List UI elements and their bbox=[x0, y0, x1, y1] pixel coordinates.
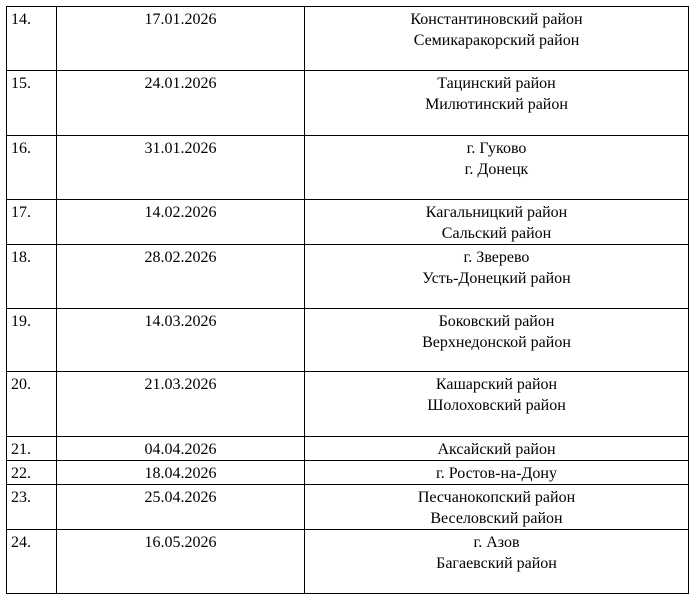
row-number: 21. bbox=[7, 437, 57, 461]
table-row bbox=[7, 309, 689, 372]
row-number: 17. bbox=[7, 200, 57, 245]
table-row bbox=[7, 530, 689, 594]
row-places bbox=[305, 245, 689, 309]
place-name: Аксайский район bbox=[437, 441, 556, 458]
row-date: 24.01.2026 bbox=[57, 71, 305, 136]
schedule-table bbox=[6, 6, 689, 594]
place-name: г. Зверево bbox=[463, 249, 530, 266]
row-date: 16.05.2026 bbox=[57, 530, 305, 594]
row-date: 28.02.2026 bbox=[57, 245, 305, 309]
row-places bbox=[305, 309, 689, 372]
row-date: 17.01.2026 bbox=[57, 7, 305, 71]
row-places bbox=[305, 7, 689, 71]
place-name: Усть-Донецкий район bbox=[422, 270, 571, 287]
place-name: Константиновский район bbox=[410, 11, 583, 28]
table-row bbox=[7, 245, 689, 309]
table-row bbox=[7, 7, 689, 71]
row-number: 19. bbox=[7, 309, 57, 372]
place-name: г. Азов bbox=[473, 534, 520, 551]
row-places bbox=[305, 136, 689, 200]
place-name: г. Ростов-на-Дону bbox=[436, 465, 557, 482]
row-number: 23. bbox=[7, 485, 57, 530]
row-number: 16. bbox=[7, 136, 57, 200]
place-name: Багаевский район bbox=[436, 555, 557, 572]
row-places bbox=[305, 530, 689, 594]
table-row bbox=[7, 437, 689, 461]
table-row bbox=[7, 136, 689, 200]
row-number: 15. bbox=[7, 71, 57, 136]
row-date: 18.04.2026 bbox=[57, 461, 305, 485]
place-name: Тацинский район bbox=[437, 75, 556, 92]
table-row bbox=[7, 71, 689, 136]
place-name: г. Гуково bbox=[466, 140, 527, 157]
row-places bbox=[305, 71, 689, 136]
row-number: 22. bbox=[7, 461, 57, 485]
row-places bbox=[305, 200, 689, 245]
row-places bbox=[305, 437, 689, 461]
row-places bbox=[305, 461, 689, 485]
row-places bbox=[305, 485, 689, 530]
place-name: Кашарский район bbox=[435, 376, 558, 393]
place-name: Веселовский район bbox=[430, 510, 563, 527]
place-name: Кагальницкий район bbox=[425, 204, 568, 221]
place-name: г. Донецк bbox=[464, 161, 529, 178]
place-name: Верхнедонской район bbox=[422, 334, 571, 351]
place-name: Песчанокопский район bbox=[417, 489, 576, 506]
row-number: 20. bbox=[7, 372, 57, 437]
row-date: 25.04.2026 bbox=[57, 485, 305, 530]
place-name: Сальский район bbox=[441, 225, 552, 242]
table-row bbox=[7, 372, 689, 437]
table-row bbox=[7, 485, 689, 530]
row-places bbox=[305, 372, 689, 437]
table-row bbox=[7, 200, 689, 245]
row-date: 14.02.2026 bbox=[57, 200, 305, 245]
row-number: 14. bbox=[7, 7, 57, 71]
place-name: Семикаракорский район bbox=[413, 32, 580, 49]
row-date: 04.04.2026 bbox=[57, 437, 305, 461]
place-name: Шолоховский район bbox=[427, 397, 566, 414]
place-name: Милютинский район bbox=[425, 96, 568, 113]
table-row bbox=[7, 461, 689, 485]
row-date: 31.01.2026 bbox=[57, 136, 305, 200]
row-date: 14.03.2026 bbox=[57, 309, 305, 372]
row-number: 24. bbox=[7, 530, 57, 594]
place-name: Боковский район bbox=[438, 313, 555, 330]
row-date: 21.03.2026 bbox=[57, 372, 305, 437]
schedule-table-body bbox=[7, 7, 689, 594]
row-number: 18. bbox=[7, 245, 57, 309]
